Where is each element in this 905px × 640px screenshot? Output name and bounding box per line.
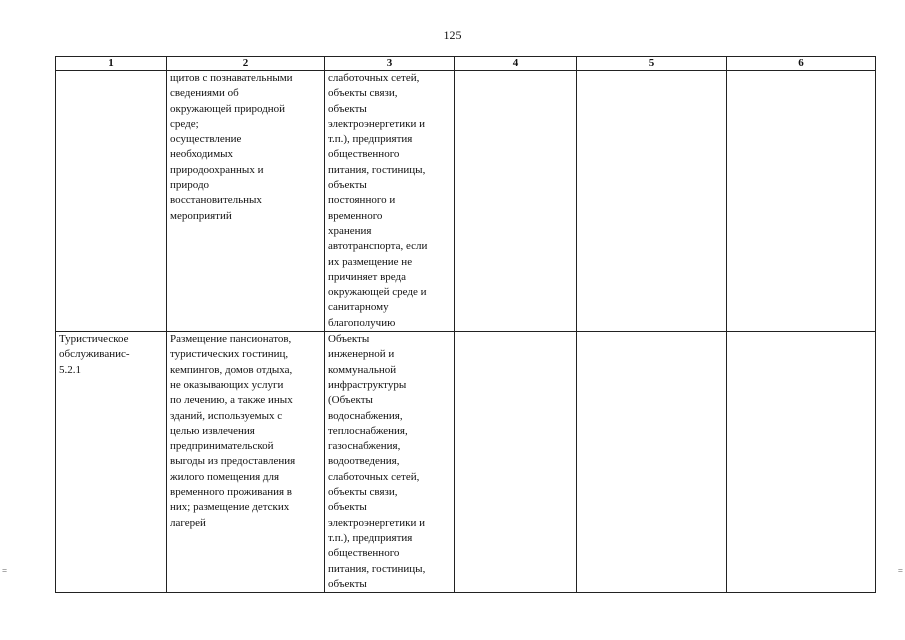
column-header-5: 5 (577, 57, 727, 71)
right-edge-mark: = (897, 566, 903, 576)
column-header-2: 2 (167, 57, 325, 71)
table-cell-col3 (325, 71, 455, 332)
column-header-3: 3 (325, 57, 455, 71)
table-cell-col5 (577, 71, 727, 332)
cell-text: Объекты инженерной и коммунальной инфраструктуры (Объекты водоснабжения, теплоснабжения, газоснабжения, водоотведения, слаботочных сетей, объекты связи, объекты электроэнергетики и т.п.), предприятия общественного питания, гостиницы, объекты (328, 333, 426, 590)
table-cell-col5 (577, 332, 727, 593)
page-number: 125 (443, 28, 462, 42)
cell-text: Туристическое обслуживанис- 5.2.1 (59, 333, 130, 376)
table-cell-col6 (727, 71, 876, 332)
table-cell-col1 (56, 71, 167, 332)
table-cell-col4 (455, 332, 577, 593)
cell-text: щитов с познавательными сведениями об окружающей природной среде; осуществление необходимых природоохранных и природо восстановительных мероприятий (170, 72, 293, 222)
column-header-4: 4 (455, 57, 577, 71)
document-table (55, 56, 876, 593)
table-row (56, 332, 876, 593)
left-edge-mark: = (2, 566, 8, 576)
table-header (56, 57, 876, 71)
table-cell-col2 (167, 71, 325, 332)
column-header-6: 6 (727, 57, 876, 71)
cell-text: Размещение пансионатов, туристических гостиниц, кемпингов, домов отдыха, не оказывающих услуги по лечению, а также иных зданий, используемых с целью извлечения предпринимательской выгоды из предоставления жилого помещения для временного проживания в них; размещение детских лагерей (170, 333, 296, 529)
column-header-1: 1 (56, 57, 167, 71)
table-cell-col3 (325, 332, 455, 593)
table-cell-col6 (727, 332, 876, 593)
cell-text: слаботочных сетей, объекты связи, объекты электроэнергетики и т.п.), предприятия общественного питания, гостиницы, объекты постоянного и временного хранения автотранспорта, если их размещение не причиняет вреда окружающей среде и санитарному благополучию (328, 72, 428, 329)
table-row (56, 71, 876, 332)
table-cell-col4 (455, 71, 577, 332)
table-cell-col1 (56, 332, 167, 593)
table-cell-col2 (167, 332, 325, 593)
